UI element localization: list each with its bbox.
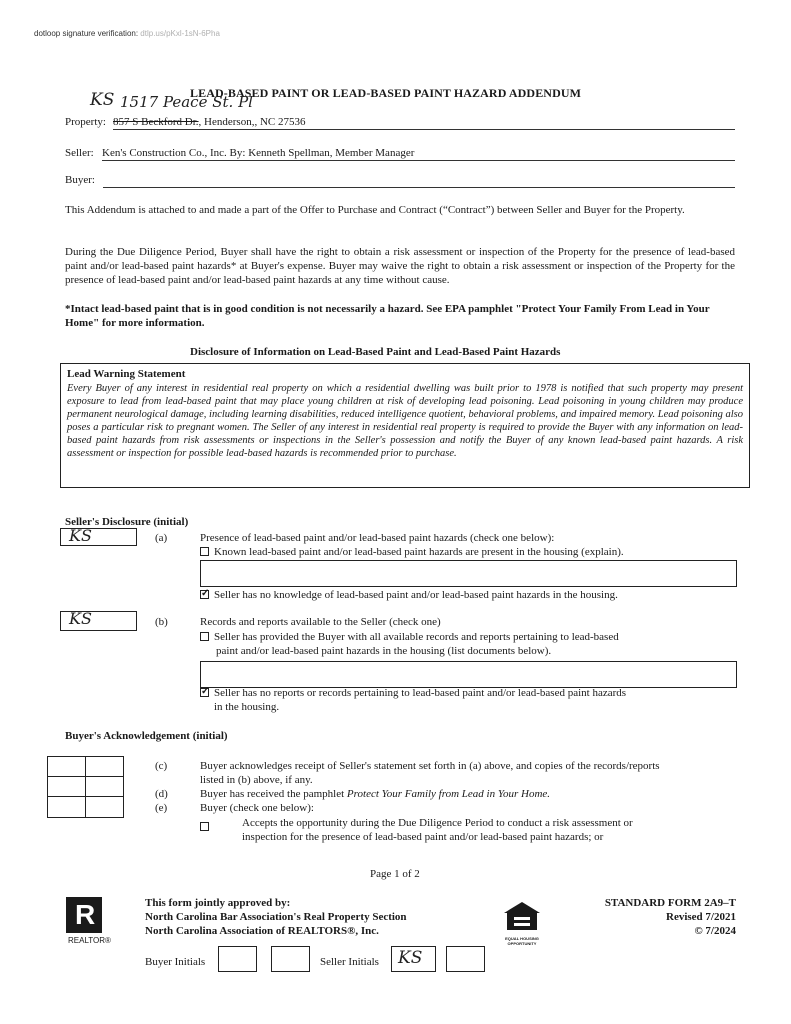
seller-initials-label: Seller Initials — [320, 956, 379, 968]
due-diligence-paragraph: During the Due Diligence Period, Buyer shall have the right to obtain a risk assessment or inspection of the Property for the presence of lead-based paint and/or lead-based paint hazards* at Buyer's expense. Buyer may waive the right to obtain a risk assessment or inspection of the Property for the presence of lead-based paint and/or lead-based paint hazards at any time without cause. — [65, 246, 735, 286]
item-e-accepts-line2: inspection for the presence of lead-based paint and/or lead-based paint hazards; or — [242, 831, 604, 843]
item-b-provided-line2: paint and/or lead-based paint hazards in the housing (list documents below). — [216, 645, 552, 657]
item-b-provided-checkbox[interactable] — [200, 632, 209, 641]
seller-initials-box-1[interactable] — [391, 946, 436, 972]
item-c-line1: Buyer acknowledges receipt of Seller's statement set forth in (a) above, and copies of the records/reports — [200, 760, 660, 772]
property-label: Property: — [65, 116, 106, 128]
approved-line1: This form jointly approved by: — [145, 897, 291, 909]
form-name: STANDARD FORM 2A9–T — [604, 897, 736, 909]
item-d-letter: (d) — [155, 788, 168, 800]
lead-warning-body: Every Buyer of any interest in residential real property on which a residential dwelling was built prior to 1978 is notified that such property may present exposure to lead from lead-based paint that may place young children at risk of developing lead poisoning. Lead poisoning in young children may produce permanent neurological damage, including learning disabilities, reduced intelligence quotient, behavioral problems, and impaired memory. Lead poisoning also poses a particular risk to pregnant women. The Seller of any interest in residential real property is required to provide the Buyer with any information on lead-based paint hazards from risk assessments or inspections in the Seller's possession and notify the Buyer of any known lead-based paint hazards. A risk assessment or inspection for possible lead-based hazards is recommended prior to purchase. — [67, 383, 743, 459]
approved-line2: North Carolina Bar Association's Real Property Section — [145, 911, 407, 923]
seller-initials-a[interactable] — [60, 528, 137, 546]
equal-housing-icon — [502, 901, 542, 937]
item-a-option-no-knowledge[interactable] — [200, 588, 618, 602]
verification-label: dotloop signature verification: — [34, 29, 139, 38]
realtor-label: REALTOR® — [68, 936, 111, 945]
item-a-no-knowledge-label: Seller has no knowledge of lead-based paint and/or lead-based paint hazards in the housing. — [214, 589, 618, 601]
item-e-letter: (e) — [155, 802, 168, 814]
item-b-option-provided[interactable] — [200, 630, 619, 644]
item-b-no-reports-checkbox[interactable] — [200, 688, 209, 697]
seller-initials-a-value: KS — [69, 526, 92, 545]
item-a-text: Presence of lead-based paint and/or lead-based paint hazards (check one below): — [200, 532, 555, 544]
item-a-no-knowledge-checkbox[interactable] — [200, 590, 209, 599]
property-handwritten-initials: KS — [90, 90, 115, 110]
page-title: LEAD-BASED PAINT OR LEAD-BASED PAINT HAZARD ADDENDUM — [190, 86, 582, 100]
item-a-option-known[interactable] — [200, 545, 624, 559]
item-a-known-label: Known lead-based paint and/or lead-based paint hazards are present in the housing (explain). — [214, 546, 624, 558]
seller-initials-b-value: KS — [69, 609, 92, 628]
item-b-provided-line1: Seller has provided the Buyer with all available records and reports pertaining to lead-based — [214, 631, 619, 643]
dotloop-verification — [34, 29, 220, 38]
item-d-text — [200, 787, 550, 801]
item-b-no-reports-line2: in the housing. — [214, 701, 280, 713]
buyer-field[interactable] — [103, 173, 735, 188]
realtor-logo-letter: R — [75, 899, 96, 930]
grid-divider-vertical — [85, 757, 86, 817]
seller-label: Seller: — [65, 147, 94, 159]
item-a-explain-field[interactable] — [200, 560, 737, 587]
item-b-no-reports-line1: Seller has no reports or records pertaining to lead-based paint and/or lead-based paint hazards — [214, 687, 627, 699]
item-c-letter: (c) — [155, 760, 168, 772]
intro-paragraph: This Addendum is attached to and made a part of the Offer to Purchase and Contract (“Contract”) between Seller and Buyer for the Property. — [65, 204, 685, 216]
property-address: , Henderson,, NC 27536 — [198, 116, 306, 128]
item-e-accepts-line1: Accepts the opportunity during the Due Diligence Period to conduct a risk assessment or — [242, 817, 633, 829]
item-d-text-pre: Buyer has received the pamphlet — [200, 788, 347, 800]
verification-link[interactable]: dtlp.us/pKxl-1sN-6Pha — [140, 29, 220, 38]
form-copyright: © 7/2024 — [694, 925, 736, 937]
buyer-initials-box-1[interactable] — [218, 946, 257, 972]
approved-line3: North Carolina Association of REALTORS®, Inc. — [145, 925, 379, 937]
item-b-letter: (b) — [155, 616, 168, 628]
form-revised: Revised 7/2021 — [666, 911, 736, 923]
buyer-initials-grid — [47, 756, 124, 818]
seller-initials-footer-value: KS — [398, 948, 423, 968]
lead-warning-title: Lead Warning Statement — [67, 368, 186, 380]
item-e-accepts-checkbox-wrap[interactable] — [200, 817, 214, 835]
grid-divider-2 — [48, 796, 123, 797]
item-e-text: Buyer (check one below): — [200, 802, 314, 814]
page-number: Page 1 of 2 — [370, 868, 420, 880]
buyer-ack-heading: Buyer's Acknowledgement (initial) — [65, 730, 228, 742]
property-struck-address: 857 S Beckford Dr. — [113, 116, 199, 128]
buyer-label: Buyer: — [65, 174, 95, 186]
item-c-line2: listed in (b) above, if any. — [200, 774, 313, 786]
item-a-letter: (a) — [155, 532, 168, 544]
seller-initials-b[interactable] — [60, 611, 137, 631]
buyer-initials-box-2[interactable] — [271, 946, 310, 972]
grid-divider-1 — [48, 776, 123, 777]
seller-initials-box-2[interactable] — [446, 946, 485, 972]
seller-field[interactable]: Ken's Construction Co., Inc. By: Kenneth Spellman, Member Manager — [102, 146, 735, 161]
item-d-pamphlet-title: Protect Your Family from Lead in Your Home. — [346, 788, 551, 800]
seller-disclosure-heading: Seller's Disclosure (initial) — [65, 516, 189, 528]
item-e-accepts-checkbox[interactable] — [200, 822, 209, 831]
realtor-logo-icon — [66, 897, 102, 933]
buyer-initials-label: Buyer Initials — [145, 956, 206, 968]
property-handwritten-correction: 1517 Peace St. Pl — [120, 93, 253, 111]
item-a-known-checkbox[interactable] — [200, 547, 209, 556]
item-b-option-no-reports[interactable] — [200, 686, 626, 700]
intact-paint-note: *Intact lead-based paint that is in good condition is not necessarily a hazard. See EPA pamphlet "Protect Your Family From Lead in Your Home" for more information. — [65, 303, 710, 329]
property-field[interactable] — [113, 115, 735, 130]
item-b-documents-field[interactable] — [200, 661, 737, 688]
disclosure-heading: Disclosure of Information on Lead-Based Paint and Lead-Based Paint Hazards — [190, 346, 561, 358]
item-b-text: Records and reports available to the Seller (check one) — [200, 616, 441, 628]
equal-housing-label: EQUAL HOUSING OPPORTUNITY — [505, 936, 539, 946]
lead-warning-box — [60, 363, 750, 488]
